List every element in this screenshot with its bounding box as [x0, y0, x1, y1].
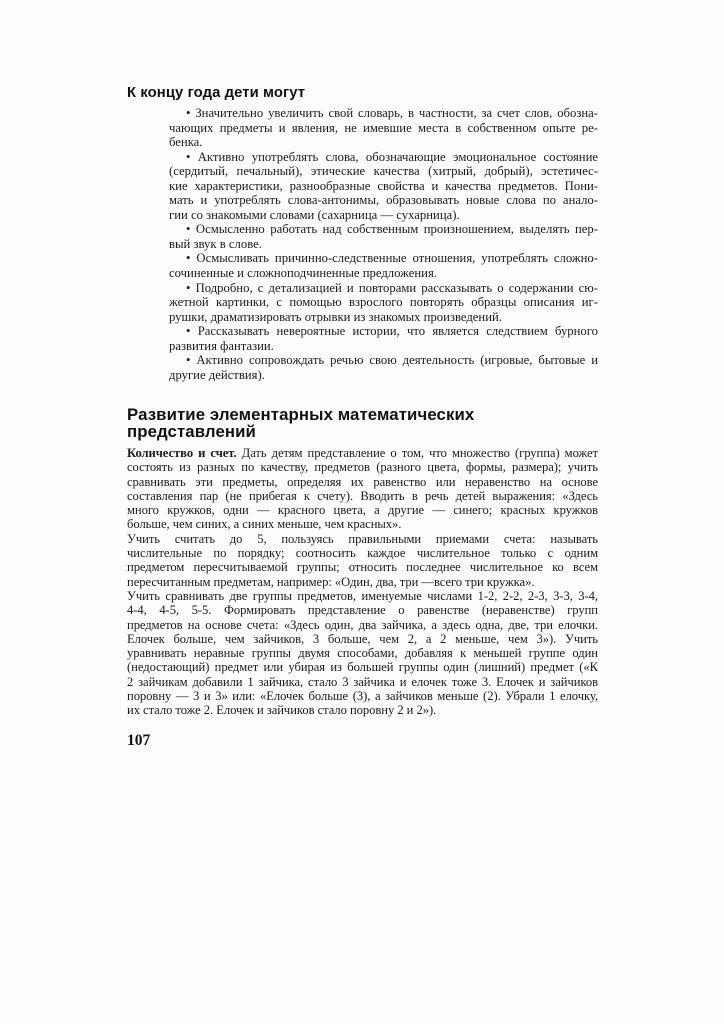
paragraph — [127, 446, 598, 532]
text-line: предметов на основе счета: «Здесь один, два зайчика, а здесь одна, две, три елочки. — [127, 617, 598, 632]
text-line: (сердитый, печальный), этические качества (хитрый, добрый), эстетичес- — [169, 164, 598, 179]
heading-children-can-by-year-end: К концу года дети могут — [127, 85, 306, 101]
text-line: Учить сравнивать две группы предметов, именуемые числами 1-2, 2-2, 2-3, 3-3, 3-4, — [127, 588, 598, 603]
text-line: предметом пересчитываемой группы; относить последнее числительное ко всем — [127, 560, 598, 575]
bullet-item — [169, 150, 598, 223]
text-line: • Осмысленно работать над собственным произношением, выделять пер- — [186, 222, 598, 237]
text-line: пересчитанным предметам, например: «Один, два, три —всего три кружка». — [127, 574, 535, 589]
text-line: 4-4, 4-5, 5-5. Формировать представление о равенстве (неравенстве) групп — [127, 603, 598, 618]
bullet-item — [169, 222, 598, 251]
text-line: (недостающий) предмет или убирая из большей группы один (лишний) предмет («К — [127, 660, 598, 675]
text-line: Елочек больше, чем зайчиков, 3 больше, чем 2, а 2 меньше, чем 3»). Учить — [127, 631, 598, 646]
text-line: • Значительно увеличить свой словарь, в частности, за счет слов, обозна- — [186, 106, 598, 120]
text-line: составления пар (не прибегая к счету). Вводить в речь детей выражения: «Здесь — [127, 488, 598, 503]
bullet-item — [169, 353, 598, 382]
math-section-paragraphs — [127, 446, 598, 718]
bullet-item — [169, 106, 598, 150]
text-line: • Подробно, с детализацией и повторами рассказывать о содержании сю- — [186, 280, 598, 295]
text-line: мать и употреблять слова-антонимы, образовывать новые слова по анало- — [169, 193, 598, 208]
text-line: рушки, драматизировать отрывки из знакомых произведений. — [169, 309, 502, 324]
paragraph-lead-quantity-and-count: Количество и счет. — [127, 446, 237, 460]
text-line: другие действия). — [169, 367, 265, 382]
bullet-list — [169, 106, 598, 382]
text-line: Количество и счет. Дать детям представление о том, что множество (группа) может — [127, 446, 598, 460]
bullet-item — [169, 324, 598, 353]
text-line: поровну — 3 и 3» или: «Елочек больше (3), а зайчиков меньше (2). Убрали 1 елочку, — [127, 689, 598, 704]
heading-elementary-math-development — [127, 406, 598, 440]
text-line: 2 зайчикам добавили 1 зайчика, стало 3 зайчика и елочек тоже 3. Елочек и зайчиков — [127, 674, 598, 689]
text-line: жетной картинки, с помощью взрослого повторять образцы описания иг- — [169, 295, 598, 310]
text-line: много кружков, одни — красного цвета, а другие — синего; красных кружков — [127, 503, 598, 518]
text-line: бенка. — [169, 135, 203, 150]
text-line: кие характеристики, разнообразные свойства и качества предметов. Пони- — [169, 178, 598, 193]
text-line: • Активно употреблять слова, обозначающие эмоциональное состояние — [186, 149, 598, 164]
text-line: • Активно сопровождать речью свою деятельность (игровые, бытовые и — [186, 353, 598, 368]
text-line: уравнивать неравные группы двумя способами, добавляя к меньшей группе один — [127, 646, 598, 661]
bullet-item — [169, 251, 598, 280]
text-line: сочиненные и сложноподчиненные предложения. — [169, 266, 437, 281]
text-line: состоять из разных по качеству, предметов (разного цвета, формы, размера); учить — [127, 460, 598, 475]
text-line: развития фантазии. — [169, 338, 274, 353]
text-line: сравнивать эти предметы, определяя их равенство или неравенство на основе — [127, 474, 598, 489]
heading-line-2: представлений — [127, 422, 256, 441]
text-line: • Рассказывать невероятные истории, что является следствием бурного — [186, 324, 598, 339]
text-line: Учить считать до 5, пользуясь правильными приемами счета: называть — [127, 531, 598, 546]
page-number: 107 — [127, 732, 151, 749]
bullet-item — [169, 281, 598, 325]
text-line: гии со знакомыми словами (сахарница — сухарница). — [169, 207, 460, 222]
text-line: • Осмысливать причинно-следственные отношения, употреблять сложно- — [186, 251, 598, 266]
text-line: их стало тоже 2. Елочек и зайчиков стало поровну 2 и 2»). — [127, 703, 437, 718]
paragraph — [127, 532, 598, 589]
text-line: чающих предметы и явления, не имевшие места в собственном опыте ре- — [169, 120, 598, 135]
text-line: больше, чем синих, а синих меньше, чем красных». — [127, 517, 402, 532]
heading-line-1: Развитие элементарных математических — [127, 405, 475, 424]
text-line: вый звук в слове. — [169, 236, 262, 251]
text-line: числительные по порядку; соотносить каждое числительное только с одним — [127, 546, 598, 561]
paragraph — [127, 589, 598, 718]
